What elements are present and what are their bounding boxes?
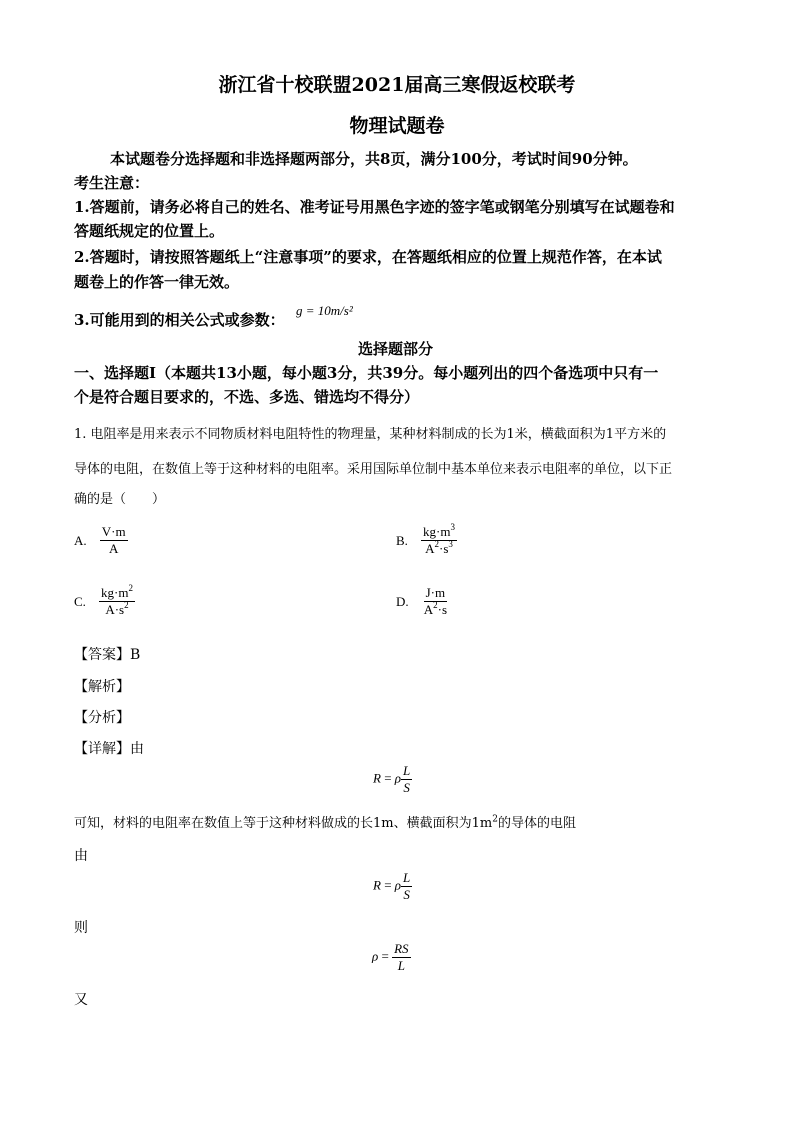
option-a-numerator: V·m [101, 524, 126, 539]
option-a-unit [100, 524, 128, 557]
formula-2-eq: = [384, 877, 392, 893]
intro-text: 本试题卷分选择题和非选择题两部分，共8页，满分100分，考试时间90分钟。 [110, 150, 638, 168]
option-c-den-a-exp: 2 [124, 600, 129, 610]
notice-item-3: 3.可能用到的相关公式或参数： [74, 311, 285, 329]
you2-text: 又 [74, 992, 88, 1008]
notice-item-2-cont: 题卷上的作答一律无效。 [74, 273, 240, 291]
formula-1-eq: = [384, 770, 392, 786]
question-1-line-2: 导体的电阻，在数值上等于这种材料的电阻率。采用国际单位制中基本单位来表示电阻率的单位，以下正 [74, 462, 673, 477]
option-d-den-a: A [423, 602, 434, 617]
option-b-label: B. [396, 533, 408, 548]
formula-3 [372, 941, 411, 974]
formula-2-fraction [401, 870, 412, 903]
formula-2-num: L [403, 870, 411, 885]
option-d-unit [422, 585, 449, 618]
section-heading: 选择题部分 [358, 340, 434, 358]
answer-line [74, 644, 140, 664]
answer-tag: 【答案】 [74, 647, 130, 663]
option-c [74, 585, 135, 618]
option-b-unit [421, 524, 457, 557]
option-a-label: A. [74, 533, 87, 548]
formula-1-lhs: R [373, 770, 381, 786]
formula-1-den: S [403, 780, 410, 795]
notice-heading: 考生注意： [74, 174, 150, 192]
option-c-num-base: kg·m [101, 585, 129, 600]
you-text: 由 [74, 848, 88, 864]
option-c-num-exp: 2 [128, 583, 133, 593]
option-b-den-a: A [425, 541, 435, 556]
notice-item-1-cont: 答题纸规定的位置上。 [74, 222, 225, 240]
option-c-label: C. [74, 594, 86, 609]
option-c-unit [99, 585, 135, 618]
question-1-line-3: 确的是（ ） [74, 492, 166, 507]
option-d-den-a-exp: 2 [433, 600, 438, 610]
option-b-num-exp: 3 [450, 522, 455, 532]
option-b-den-a-exp: 2 [434, 539, 439, 549]
option-d-label: D. [396, 594, 409, 609]
page-subtitle: 物理试题卷 [349, 115, 445, 137]
ze-text: 则 [74, 920, 88, 936]
page-title: 浙江省十校联盟2021届高三寒假返校联考 [218, 74, 576, 96]
option-d [396, 585, 449, 618]
know-line [74, 812, 576, 831]
fenxi-tag: 【分析】 [74, 710, 130, 726]
formula-2-rho: ρ [394, 877, 402, 893]
option-b [396, 524, 457, 557]
option-a [74, 524, 128, 557]
detail-text: 由 [130, 741, 144, 757]
know-line-tail: 的导体的电阻 [497, 816, 576, 831]
formula-3-lhs: ρ [372, 948, 379, 964]
formula-2-den: S [403, 887, 410, 902]
formula-3-fraction [392, 941, 410, 974]
option-b-den-b-exp: 3 [448, 539, 453, 549]
option-c-den-a: A·s [105, 602, 125, 617]
option-b-den-b: ·s [438, 541, 449, 556]
option-b-num-base: kg·m [423, 524, 451, 539]
answer-value: B [130, 647, 141, 663]
notice-item-1: 1.答题前，请务必将自己的姓名、准考证号用黑色字迹的签字笔或钢笔分别填写在试题卷和 [74, 198, 675, 216]
part1-instruction-cont: 个是符合题目要求的，不选、多选、错选均不得分） [74, 388, 420, 406]
formula-3-num: RS [394, 941, 409, 956]
formula-1-fraction [401, 763, 412, 796]
notice-item-2: 2.答题时，请按照答题纸上“注意事项”的要求，在答题纸相应的位置上规范作答，在本试 [74, 248, 662, 266]
option-d-den-b: ·s [437, 602, 448, 617]
gravity-formula: g = 10m/s² [296, 303, 353, 318]
formula-1-num: L [403, 763, 411, 778]
option-d-numerator: J·m [425, 585, 446, 600]
know-line-sup: 2 [492, 814, 498, 825]
know-line-text: 可知，材料的电阻率在数值上等于这种材料做成的长1m、横截面积为1m [74, 816, 493, 831]
option-a-denominator: A [108, 541, 119, 556]
formula-2 [373, 870, 412, 903]
formula-1 [373, 763, 412, 796]
analysis-tag: 【解析】 [74, 679, 130, 695]
question-1-line-1: 1. 电阻率是用来表示不同物质材料电阻特性的物理量，某种材料制成的长为1米，横截面积为1平方米的 [74, 427, 667, 442]
detail-tag: 【详解】 [74, 741, 130, 757]
detail-line [74, 738, 144, 758]
formula-3-den: L [397, 958, 405, 973]
formula-2-lhs: R [373, 877, 381, 893]
formula-3-eq: = [381, 948, 389, 964]
part1-instruction: 一、选择题Ⅰ（本题共13小题，每小题3分，共39分。每小题列出的四个备选项中只有一 [74, 364, 659, 382]
formula-1-rho: ρ [394, 770, 402, 786]
